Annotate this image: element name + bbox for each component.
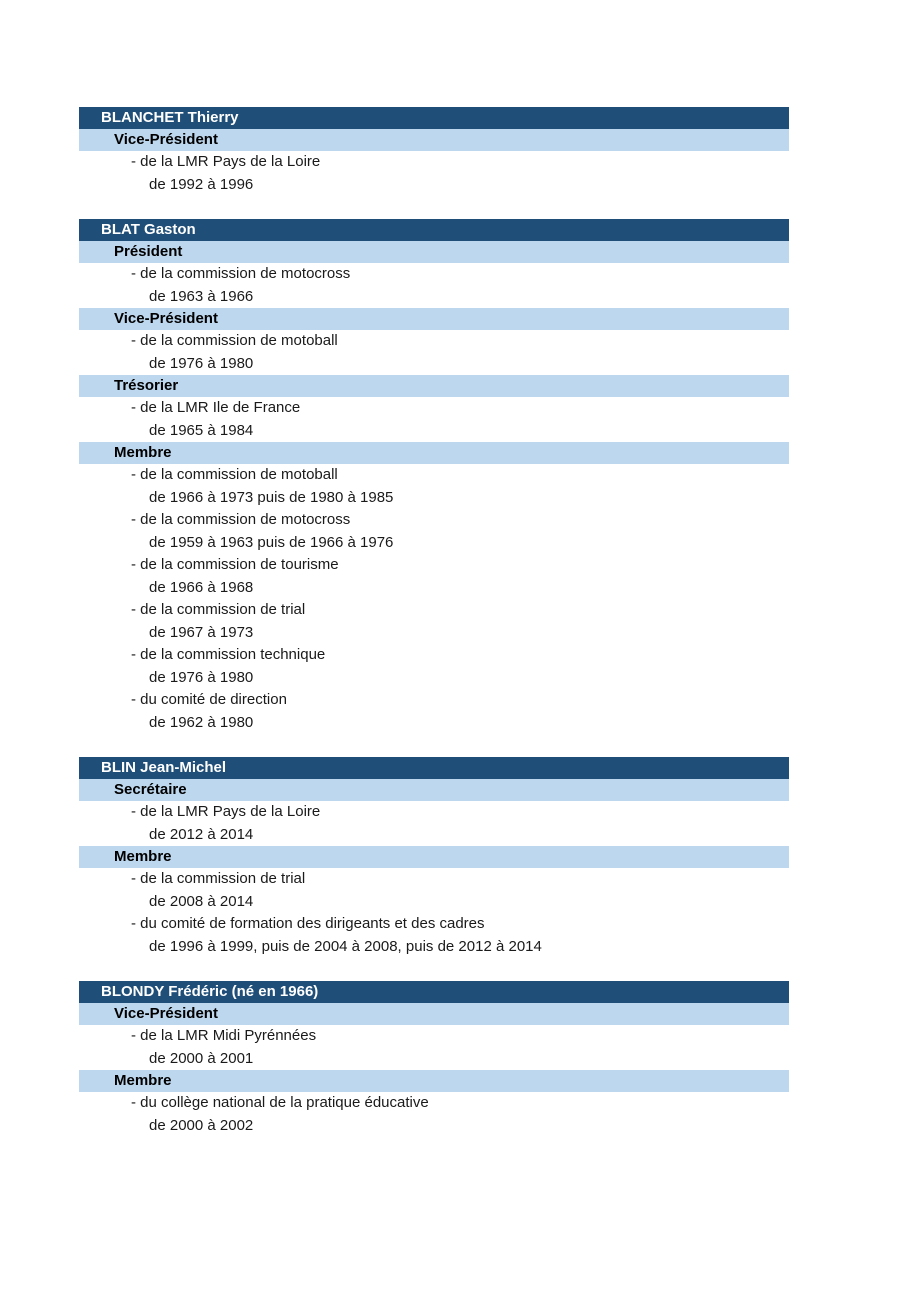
organization-line: - de la commission de motoball xyxy=(131,332,338,349)
role-heading: Secrétaire xyxy=(79,779,789,801)
organization-line: - du comité de direction xyxy=(131,691,287,708)
date-range: de 1962 à 1980 xyxy=(149,713,254,731)
person-name: BLONDY Frédéric (né en 1966) xyxy=(79,981,789,1003)
date-range: de 1976 à 1980 xyxy=(149,668,254,686)
person-entry xyxy=(79,981,789,1137)
date-range: de 1959 à 1963 puis de 1966 à 1976 xyxy=(149,533,394,551)
role-heading: Président xyxy=(79,241,789,263)
person-name: BLIN Jean-Michel xyxy=(79,757,789,779)
organization-line: - de la commission de trial xyxy=(131,870,306,887)
date-range: de 1966 à 1973 puis de 1980 à 1985 xyxy=(149,488,394,506)
date-range: de 1996 à 1999, puis de 2004 à 2008, puis de 2012 à 2014 xyxy=(149,937,542,955)
person-entry xyxy=(79,107,789,196)
date-range: de 2012 à 2014 xyxy=(149,825,254,843)
date-range: de 1965 à 1984 xyxy=(149,421,254,439)
organization-line: - de la commission de motocross xyxy=(131,511,351,528)
date-range: de 2000 à 2001 xyxy=(149,1049,254,1067)
organization-line: - de la commission de motocross xyxy=(131,265,351,282)
organization-line: - du comité de formation des dirigeants et des cadres xyxy=(131,915,485,932)
person-entry xyxy=(79,757,789,958)
date-range: de 1966 à 1968 xyxy=(149,578,254,596)
person-entry xyxy=(79,219,789,734)
role-heading: Vice-Président xyxy=(79,1003,789,1025)
person-name: BLANCHET Thierry xyxy=(79,107,789,129)
date-range: de 1967 à 1973 xyxy=(149,623,254,641)
organization-line: - de la commission technique xyxy=(131,646,326,663)
date-range: de 1963 à 1966 xyxy=(149,287,254,305)
organization-line: - de la LMR Midi Pyrénnées xyxy=(131,1027,317,1044)
organization-line: - de la LMR Ile de France xyxy=(131,399,301,416)
organization-line: - de la commission de tourisme xyxy=(131,556,339,573)
date-range: de 2000 à 2002 xyxy=(149,1116,254,1134)
organization-line: - de la commission de trial xyxy=(131,601,306,618)
role-heading: Membre xyxy=(79,846,789,868)
role-heading: Vice-Président xyxy=(79,129,789,151)
person-name: BLAT Gaston xyxy=(79,219,789,241)
date-range: de 1976 à 1980 xyxy=(149,354,254,372)
organization-line: - de la LMR Pays de la Loire xyxy=(131,803,321,820)
date-range: de 1992 à 1996 xyxy=(149,175,254,193)
role-heading: Vice-Président xyxy=(79,308,789,330)
role-heading: Membre xyxy=(79,1070,789,1092)
role-heading: Membre xyxy=(79,442,789,464)
role-heading: Trésorier xyxy=(79,375,789,397)
organization-line: - du collège national de la pratique éducative xyxy=(131,1094,429,1111)
organization-line: - de la LMR Pays de la Loire xyxy=(131,153,321,170)
organization-line: - de la commission de motoball xyxy=(131,466,338,483)
date-range: de 2008 à 2014 xyxy=(149,892,254,910)
